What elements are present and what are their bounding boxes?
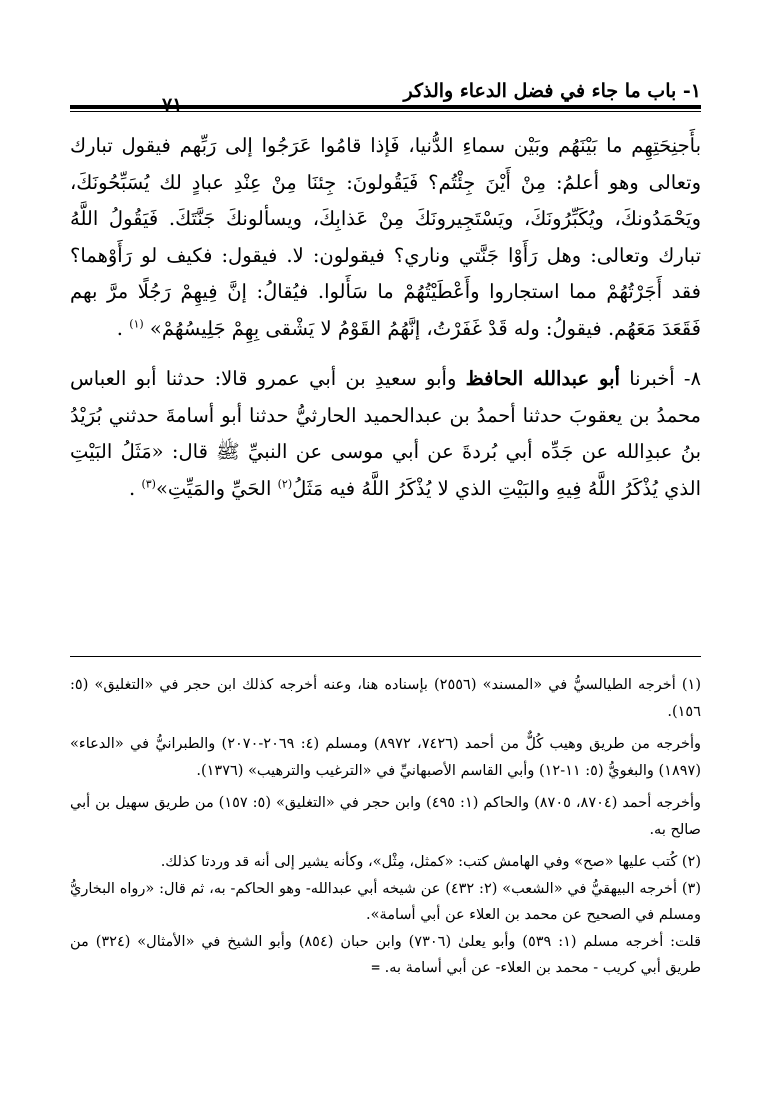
footnotes <box>70 672 701 982</box>
hadith-8-end: . <box>129 476 136 500</box>
narrator-bold: أبو عبدالله الحافظ <box>465 367 620 390</box>
footnote-3-continued-text: قلت: أخرجه مسلم (١: ٥٣٩) وأبو يعلىٰ (٧٣٠٦) وابن حبان (٨٥٤) وأبو الشيخ في «الأمثال» (٣٢٤) من طريق أبي كريب - محمد بن العلاء- عن أبي أسامة به. <box>70 933 702 976</box>
footnote-1-continued: وأخرجه من طريق وهيب كُلٌّ من أحمد (٧٤٢٦، ٨٩٧٢) ومسلم (٤: ٢٠٦٩-٢٠٧٠) والطبرانيُّ في «الدعاء» (١٨٩٧) والبغويُّ (٥: ١١-١٢) وأبي القاسم الأصبهانيِّ في «الترغيب والترهيب» (١٣٧٦). <box>70 736 701 779</box>
continuation-mark: = <box>371 960 380 976</box>
footnote-ref-3: (٣) <box>141 477 156 490</box>
footnote-ref-2: (٢) <box>277 477 293 490</box>
hadith-8-number: ٨- أخبرنا <box>629 367 701 390</box>
para1-text: بأَجنِحَتِهِم ما بَيْنَهُم وبَيْن سماءِ الدُّنيا، فَإذا قامُوا عَرَجُوا إلى رَبِّهم فيقول تبارك وتعالى وهو أعلمُ: مِنْ أَيْنَ جِئْتُم؟ فَيَقُولونَ: جِئنَا مِنْ عِنْدِ عبادٍ لك يُسَبِّحُونَكَ، ويَحْمَدُونكَ، ويُكَبِّرُونَكَ، ويَسْتَجِيرونَكَ مِنْ عَذابِكَ، ويسألونكَ جَنَّتَكَ. فَيَقُولُ اللَّهُ تبارك وتعالى: وهل رَأَوْا جَنَّتي وناري؟ فيقولون: لا. فيقول: فكيف لو رَأَوْهما؟ فقد أَجَرْتُهُمْ مما استجاروا وأَعْطَيْتُهُمْ ما سَأَلوا. فيُقالُ: إنَّ فِيهِمْ رَجُلًا مرَّ بهم فَقَعَدَ مَعَهُم. فيقولُ: وله قَدْ غَفَرْتُ، إنَّهُمُ القَوْمُ لا يَشْقى بِهِمْ جَلِيسُهُمْ» <box>70 134 701 340</box>
footnote-separator <box>70 656 701 657</box>
chapter-title: ١- باب ما جاء في فضل الدعاء والذكر <box>403 80 701 102</box>
main-text <box>70 128 701 507</box>
footnote-3-continued <box>70 929 701 982</box>
footnote-1-continued-2: وأخرجه أحمد (٨٧٠٤، ٨٧٠٥) والحاكم (١: ٤٩٥) وابن حجر في «التغليق» (٥: ١٥٧) من طريق سهيل بن أبي صالح به. <box>70 795 701 838</box>
hadith-8-tail: الحَيِّ والمَيِّتِ» <box>155 476 272 500</box>
footnote-1: (١) أخرجه الطيالسيُّ في «المسند» (٢٥٥٦) بإسناده هنا، وعنه أخرجه كذلك ابن حجر في «التغليق» (٥: ١٥٦). <box>70 677 701 720</box>
footnote-2: (٢) كُتب عليها «صح» وفي الهامش كتب: «كمثل، مِثْل»، وكأنه يشير إلى أنه قد وردتا كذلك. <box>160 854 701 870</box>
footnote-ref-1: (١) <box>129 317 144 330</box>
header-rule-thick <box>70 105 701 109</box>
hadith-8 <box>70 361 701 507</box>
para1-end: . <box>116 316 123 340</box>
hadith-7-continuation <box>70 128 701 347</box>
header-rule-thin <box>70 111 701 112</box>
hadith-8-text: وأبو سعيدِ بن أبي عمرو قالا: حدثنا أبو العباس محمدُ بن يعقوبَ حدثنا أحمدُ بن عبدالحميد الحارثيُّ حدثنا أبو أسامةَ حدثني بُرَيْدُ بنُ عبدِالله عن جَدِّه أبي بُردةَ عن أبي موسى عن النبيِّ ﷺ قال: «مَثَلُ البَيْتِ الذي يُذْكَرُ اللَّهُ فِيهِ والبَيْتِ الذي لا يُذْكَرُ اللَّهُ فيه مَثَلُ <box>70 367 701 500</box>
running-header <box>70 80 701 102</box>
footnote-3: (٣) أخرجه البيهقيُّ في «الشعب» (٢: ٤٣٢) عن شيخه أبي عبدالله- وهو الحاكم- به، ثم قال: «رواه البخاريُّ ومسلم في الصحيح عن محمد بن العلاء عن أبي أسامة». <box>70 880 701 923</box>
